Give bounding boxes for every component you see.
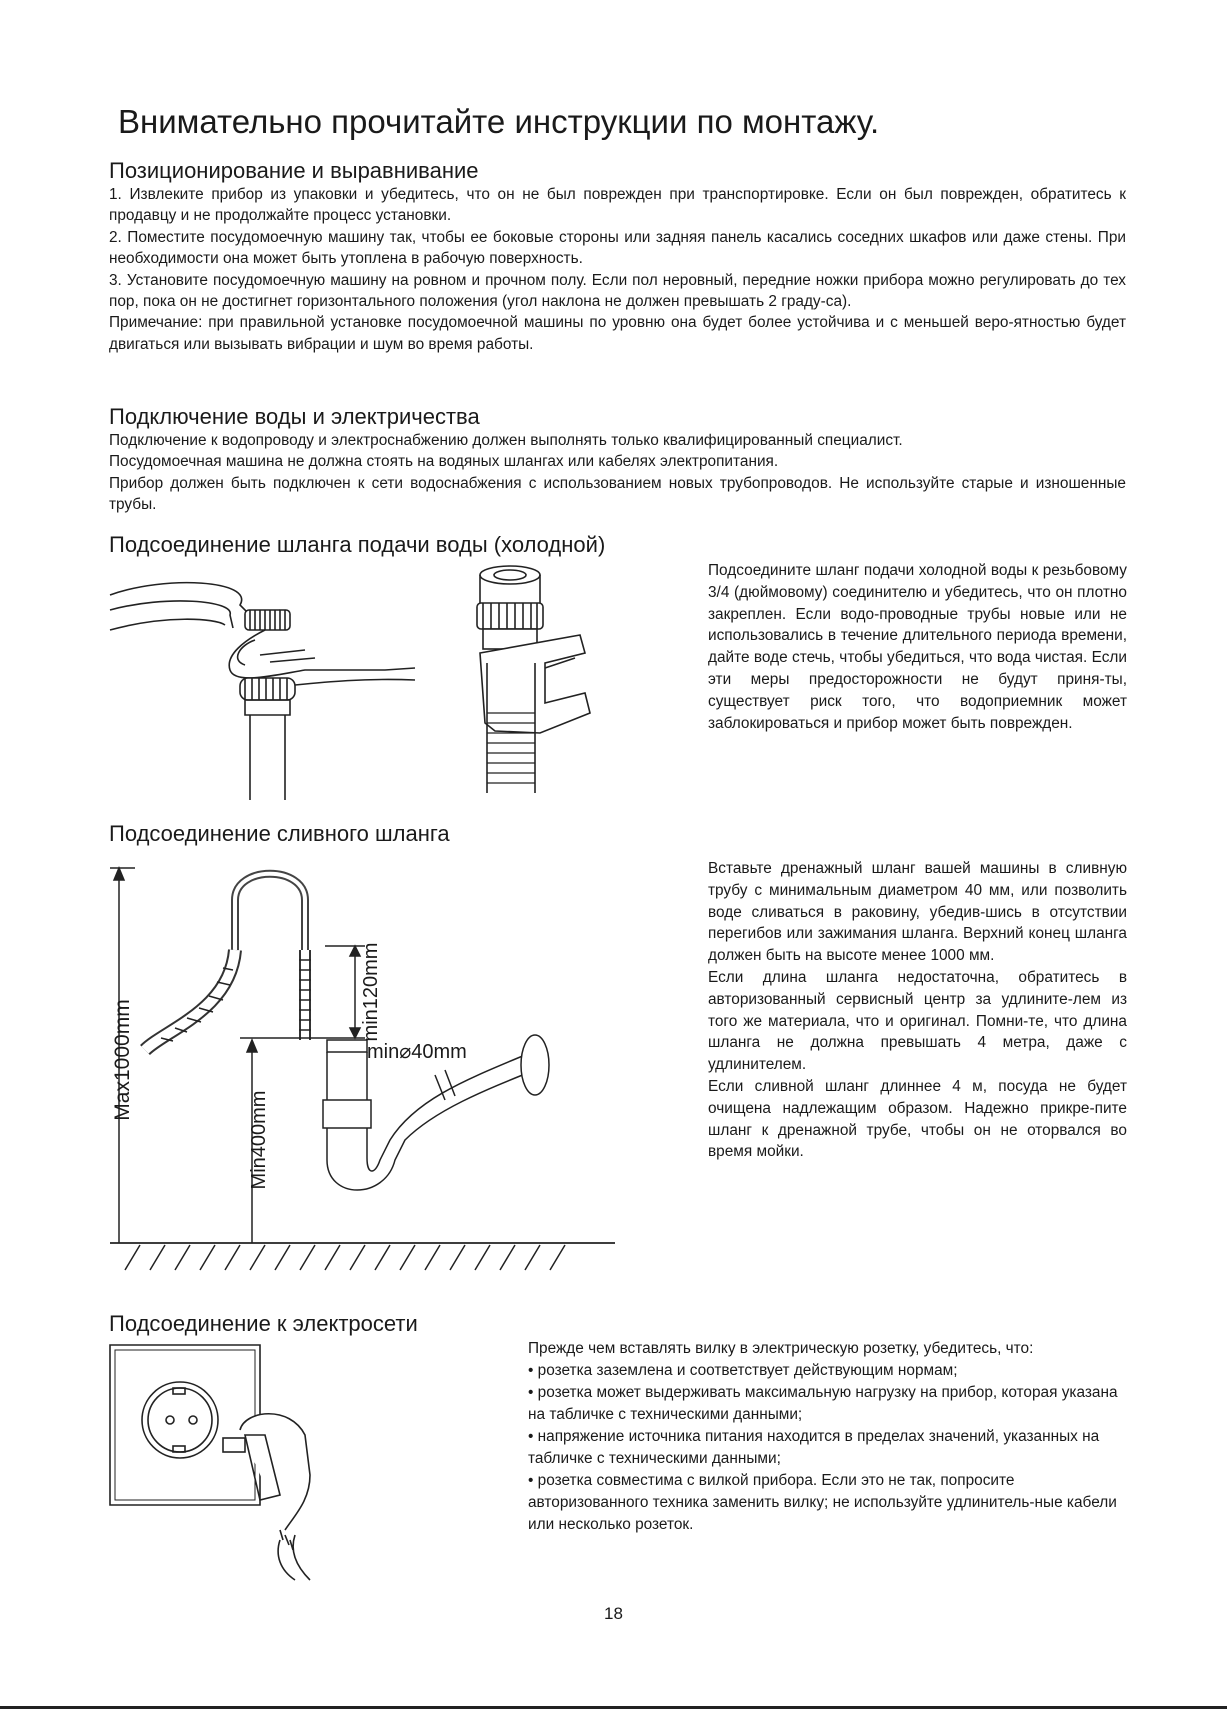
drain-text	[708, 858, 1127, 1163]
bottom-rule	[0, 1706, 1227, 1709]
water-electric-text	[109, 430, 1126, 516]
positioning-paragraph-1: 1. Извлеките прибор из упаковки и убедитесь, что он не был поврежден при транспортировке. Если он был поврежден, обратитесь к продавцу и не продолжайте процесс установки.	[109, 186, 1126, 225]
water-electric-paragraph-1: Подключение к водопроводу и электроснабжению должен выполнять только квалифицированный специалист.	[109, 432, 903, 449]
drain-paragraph-3: Если сливной шланг длиннее 4 м, посуда не будет очищена надлежащим образом. Надежно прикре-пите шланг к дренажной трубе, чтобы он не оторвался во время мойки.	[708, 1077, 1127, 1161]
drain-paragraph-1: Вставьте дренажный шланг вашей машины в сливную трубу с минимальным диаметром 40 мм, или позволить воде сливаться в раковину, убедив-шись в отсутствии перегибов или зажимания шланга. Верхний конец шланга должен быть на высоте менее 1000 мм.	[708, 860, 1127, 965]
drain-diagram	[105, 860, 625, 1275]
power-text	[528, 1338, 1126, 1536]
max-height-label: Max1000mm	[111, 999, 134, 1121]
power-intro: Прежде чем вставлять вилку в электрическую розетку, убедитесь, что:	[528, 1340, 1034, 1357]
positioning-note: Примечание: при правильной установке посудомоечной машины по уровню она будет более устойчива и с меньшей веро-ятностью будет двигаться или вызывать вибрации и шум во время работы.	[109, 314, 1126, 353]
water-electric-heading: Подключение воды и электричества	[109, 404, 480, 429]
min-diameter-label: min⌀40mm	[367, 1041, 467, 1063]
power-bullet-3: • напряжение источника питания находится в пределах значений, указанных на табличке с техническими данными;	[528, 1428, 1100, 1467]
page-number: 18	[604, 1604, 623, 1623]
power-bullet-4: • розетка совместима с вилкой прибора. Если это не так, попросите авторизованного техника заменить вилку; не используйте удлинитель-ные кабели или несколько розеток.	[528, 1472, 1117, 1533]
drain-heading: Подсоединение сливного шланга	[109, 821, 450, 846]
positioning-paragraph-3: 3. Установите посудомоечную машину на ровном и прочном полу. Если пол неровный, передние ножки прибора можно регулировать до тех пор, пока он не достигнет горизонтального положения (угол наклона не должен превышать 2 граду-са).	[109, 271, 1126, 311]
positioning-text	[109, 184, 1126, 355]
inlet-text: Подсоедините шланг подачи холодной воды к резьбовому 3/4 (дюймовому) соединителю и убедитесь, что он плотно закреплен. Если водо-проводные трубы новые или не использовались в течение длительного периода времени, дайте воде стечь, чтобы убедиться, что вода чистая. Если эти меры предосторожности не будут приня-ты, существует риск того, что водоприемник может заблокироваться и прибор может быть поврежден.	[708, 562, 1127, 732]
power-heading: Подсоединение к электросети	[109, 1311, 418, 1336]
min-120-label: min120mm	[360, 942, 382, 1042]
page-title: Внимательно прочитайте инструкции по монтажу.	[118, 103, 880, 140]
positioning-paragraph-2: 2. Поместите посудомоечную машину так, чтобы ее боковые стороны или задняя панель касались соседних шкафов или даже стены. При необходимости она может быть утоплена в рабочую поверхность.	[109, 228, 1126, 268]
faucet-illustration	[105, 570, 425, 800]
inlet-heading: Подсоединение шланга подачи воды (холодной)	[109, 532, 606, 557]
water-connector-illustration	[465, 563, 625, 793]
water-electric-paragraph-2: Посудомоечная машина не должна стоять на водяных шлангах или кабелях электропитания.	[109, 453, 779, 471]
positioning-heading: Позиционирование и выравнивание	[109, 158, 479, 183]
min-400-label: Min400mm	[248, 1090, 270, 1190]
power-bullet-1: • розетка заземлена и соответствует действующим нормам;	[528, 1362, 958, 1379]
drain-paragraph-2: Если длина шланга недостаточна, обратитесь в авторизованный сервисный центр за удлините-лем из того же материала, что и оригинал. Помни-те, что длина шланга не должна превышать 4 метра, даже с удлинителем.	[708, 968, 1127, 1074]
water-electric-paragraph-3: Прибор должен быть подключен к сети водоснабжения с использованием новых трубопроводов. Не используйте старые и изношенные трубы.	[109, 474, 1126, 514]
power-bullet-2: • розетка может выдерживать максимальную нагрузку на прибор, которая указана на табличке с техническими данными;	[528, 1384, 1118, 1423]
socket-plug-illustration	[105, 1340, 355, 1585]
